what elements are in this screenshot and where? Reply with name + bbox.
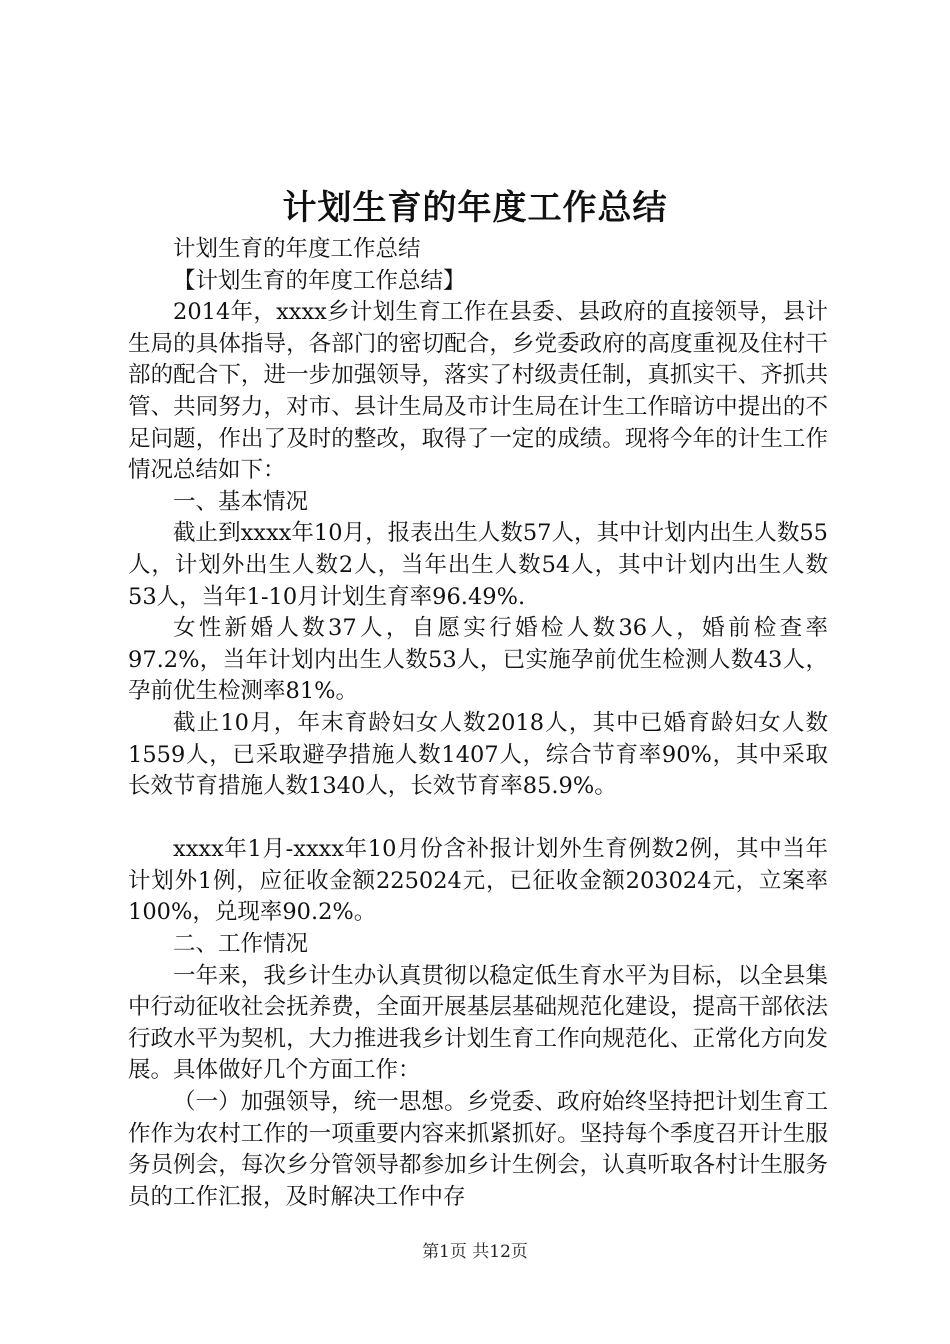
section-heading-work: 二、工作情况: [173, 931, 309, 958]
paragraph-work-overview: 一年来，我乡计生办认真贯彻以稳定低生育水平为目标，以全县集中行动征收社会抚养费，全面开展基层基础规范化建设，提高干部依法行政水平为契机，大力推进我乡计划生育工作向规范化、正常化方向发展。具体做好几个方面工作：: [128, 962, 828, 1084]
document-body: [128, 234, 828, 1213]
paragraph-bracket-title: 【计划生育的年度工作总结】: [173, 267, 466, 294]
paragraph-fees: xxxx年1月-xxxx年10月份含补报计划外生育例数2例，其中当年计划外1例，应征收金额225024元，已征收金额203024元，立案率100%，兑现率90.2%。: [128, 836, 828, 926]
document-title: 计划生育的年度工作总结: [282, 188, 668, 228]
paragraph-marriage: 女性新婚人数37人，自愿实行婚检人数36人，婚前检查率97.2%，当年计划内出生人数53人，已实施孕前优生检测人数43人，孕前优生检测率81%。: [128, 615, 828, 705]
paragraph-intro: 2014年，xxxx乡计划生育工作在县委、县政府的直接领导，县计生局的具体指导，各部门的密切配合，乡党委政府的高度重视及住村干部的配合下，进一步加强领导，落实了村级责任制，真抓实干、齐抓共管、共同努力，对市、县计生局及市计生局在计生工作暗访中提出的不足问题，作出了及时的整改，取得了一定的成绩。现将今年的计生工作情况总结如下：: [128, 299, 828, 484]
page-footer: 第1页 共12页: [422, 1242, 528, 1262]
section-heading-basic: 一、基本情况: [173, 488, 309, 515]
paragraph-women: 截止10月，年末育龄妇女人数2018人，其中已婚育龄妇女人数1559人，已采取避孕措施人数1407人，综合节育率90%，其中采取长效节育措施人数1340人，长效节育率85.9%。: [128, 709, 828, 800]
paragraph-leadership: （一）加强领导，统一思想。乡党委、政府始终坚持把计划生育工作作为农村工作的一项重要内容来抓紧抓好。坚持每个季度召开计生服务员例会，每次乡分管领导都参加乡计生例会，认真听取各村计生服务员的工作汇报，及时解决工作中存: [128, 1089, 828, 1210]
paragraph-subtitle: 计划生育的年度工作总结: [173, 236, 421, 262]
paragraph-births: 截止到xxxx年10月，报表出生人数57人，其中计划内出生人数55人，计划外出生人数2人，当年出生人数54人，其中计划内出生人数53人，当年1-10月计划生育率96.49%.: [128, 520, 828, 610]
